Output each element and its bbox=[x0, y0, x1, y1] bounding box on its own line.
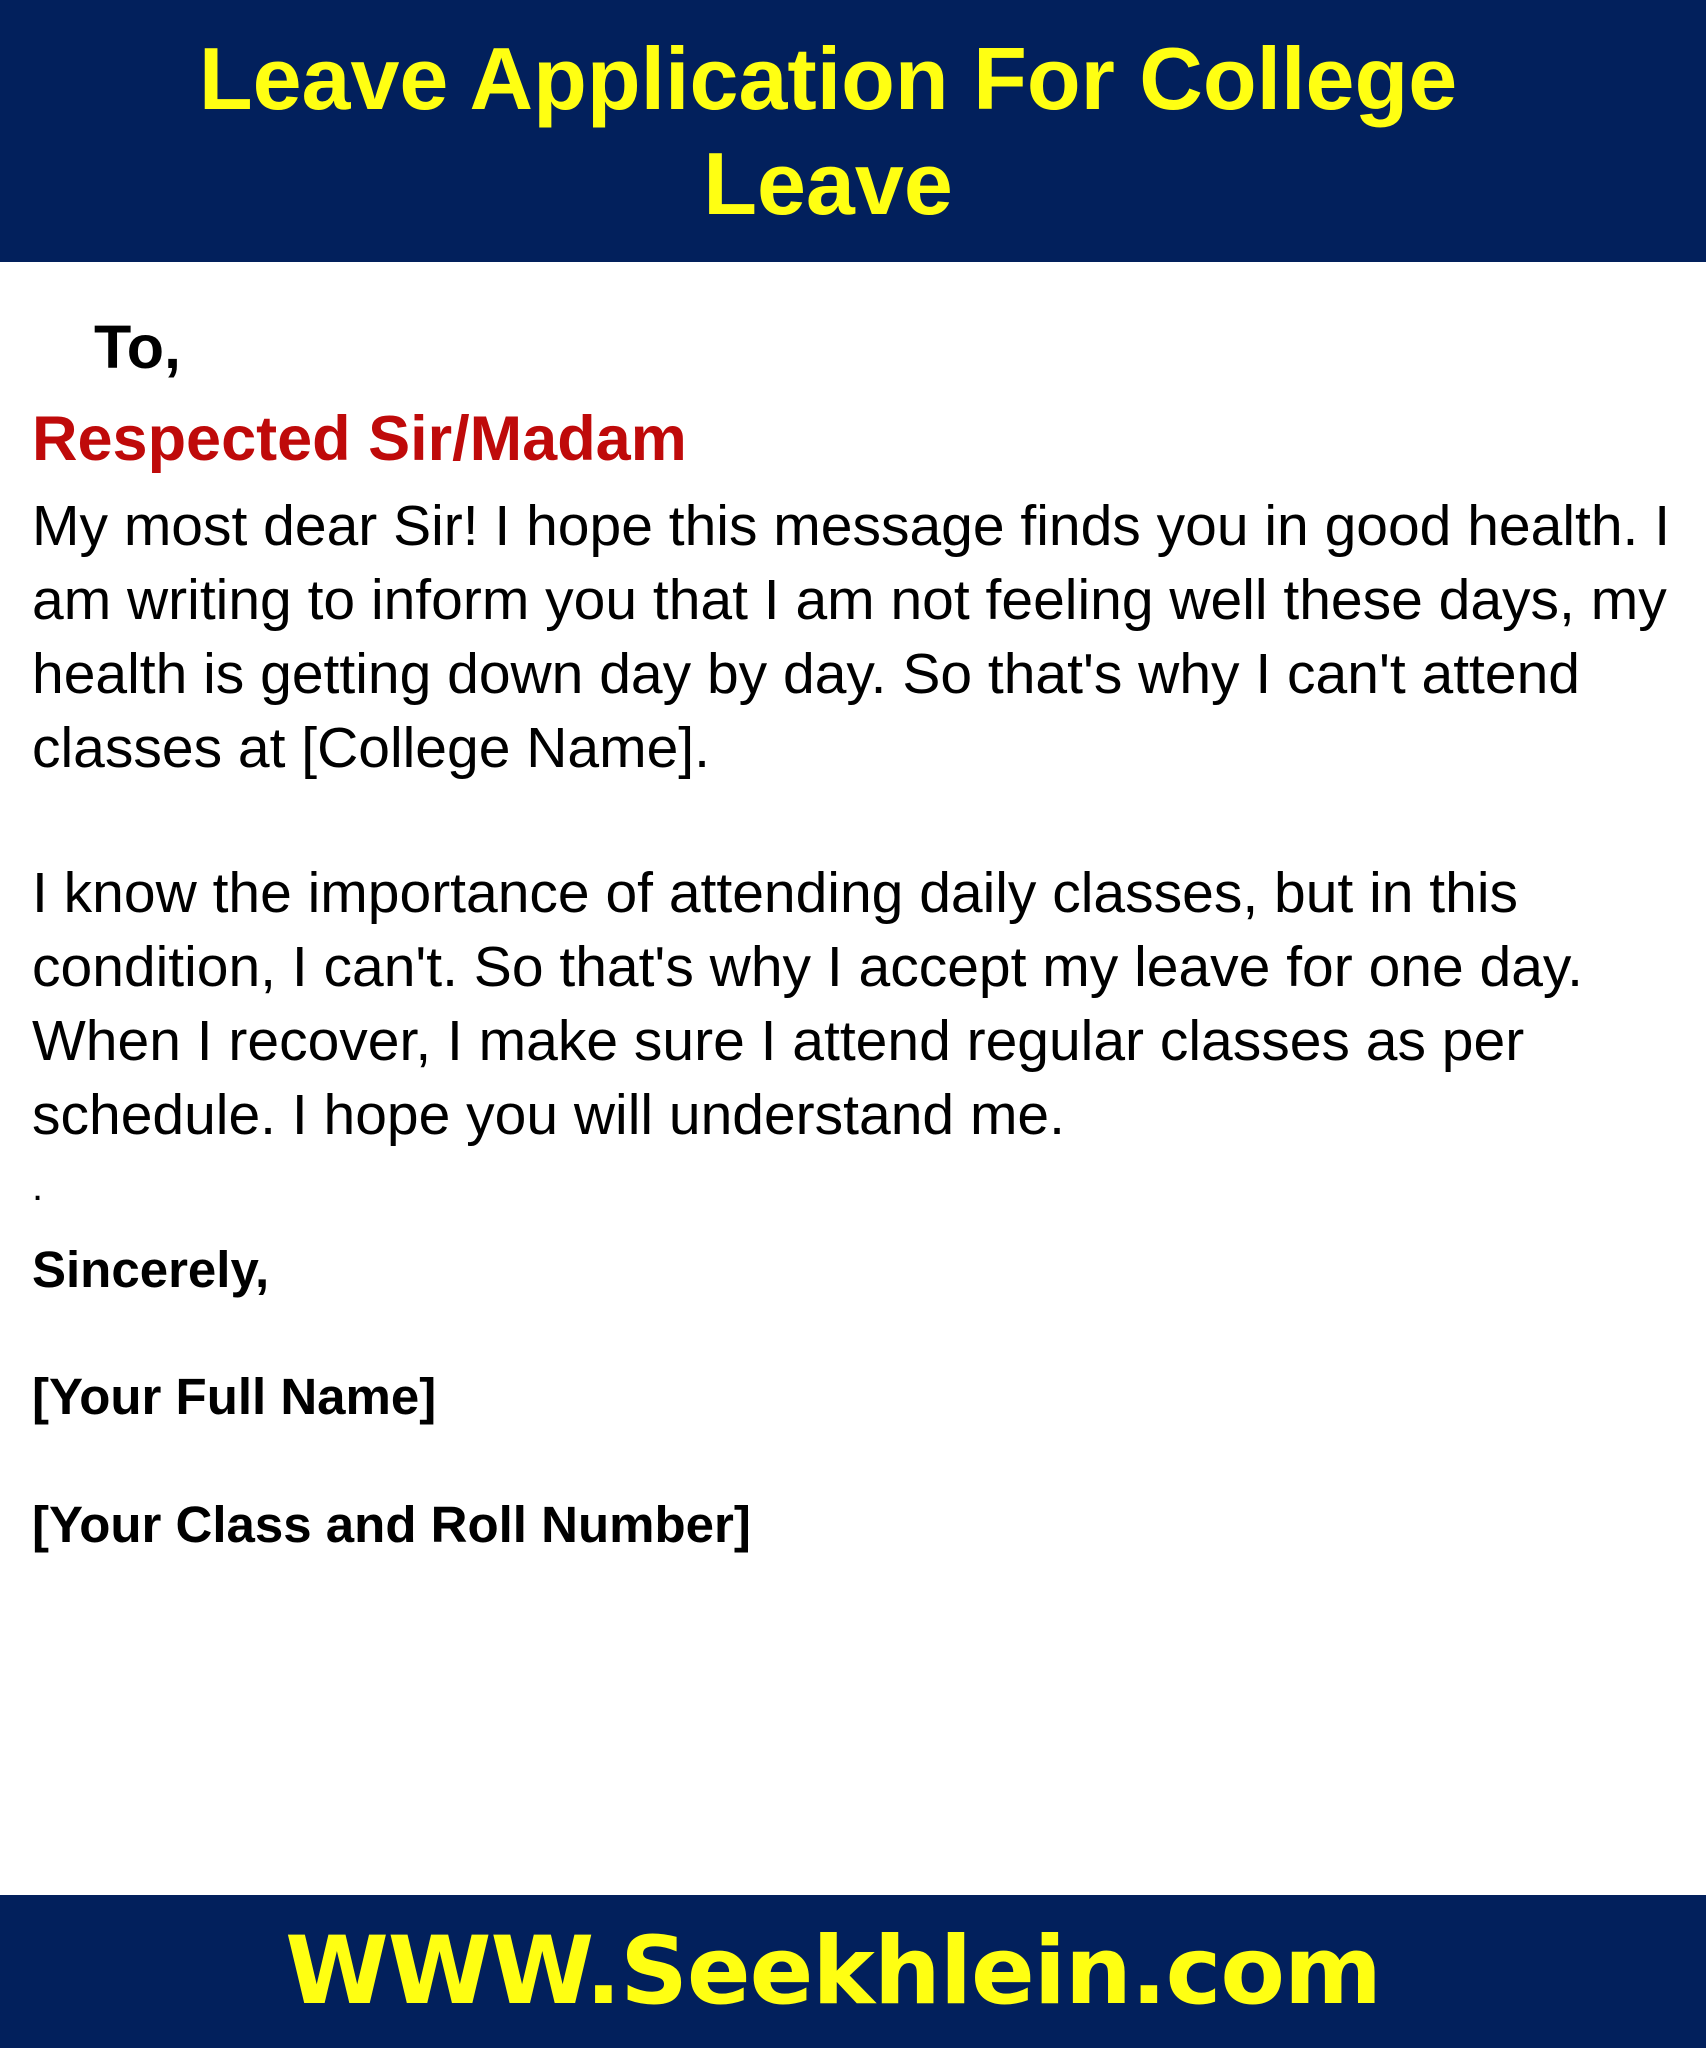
signature-name: [Your Full Name] bbox=[32, 1368, 437, 1425]
salutation: Respected Sir/Madam bbox=[32, 404, 687, 474]
separator-dot: . bbox=[32, 1165, 44, 1209]
letter-body bbox=[0, 262, 1706, 1895]
footer-banner bbox=[0, 1895, 1706, 2048]
website-link[interactable]: WWW.Seekhlein.com bbox=[285, 1917, 1381, 2026]
recipient-line: To, bbox=[94, 313, 181, 381]
letter-paragraph-2: I know the importance of attending daily classes, but in this condition, I can't. So that's why I accept my leave for one day. When I recover, I make sure I attend regular classes as per schedule. I hope you will understand me. bbox=[32, 861, 1584, 1147]
page-title: Leave Application For College Leave bbox=[198, 29, 1458, 233]
letter-paragraph-1: My most dear Sir! I hope this message finds you in good health. I am writing to inform you that I am not feeling well these days, my health is getting down day by day. So that's why I can't attend classes at [College Name]. bbox=[32, 494, 1671, 780]
header-banner bbox=[0, 0, 1706, 262]
closing-line: Sincerely, bbox=[32, 1241, 270, 1298]
signature-class-roll: [Your Class and Roll Number] bbox=[32, 1496, 751, 1553]
